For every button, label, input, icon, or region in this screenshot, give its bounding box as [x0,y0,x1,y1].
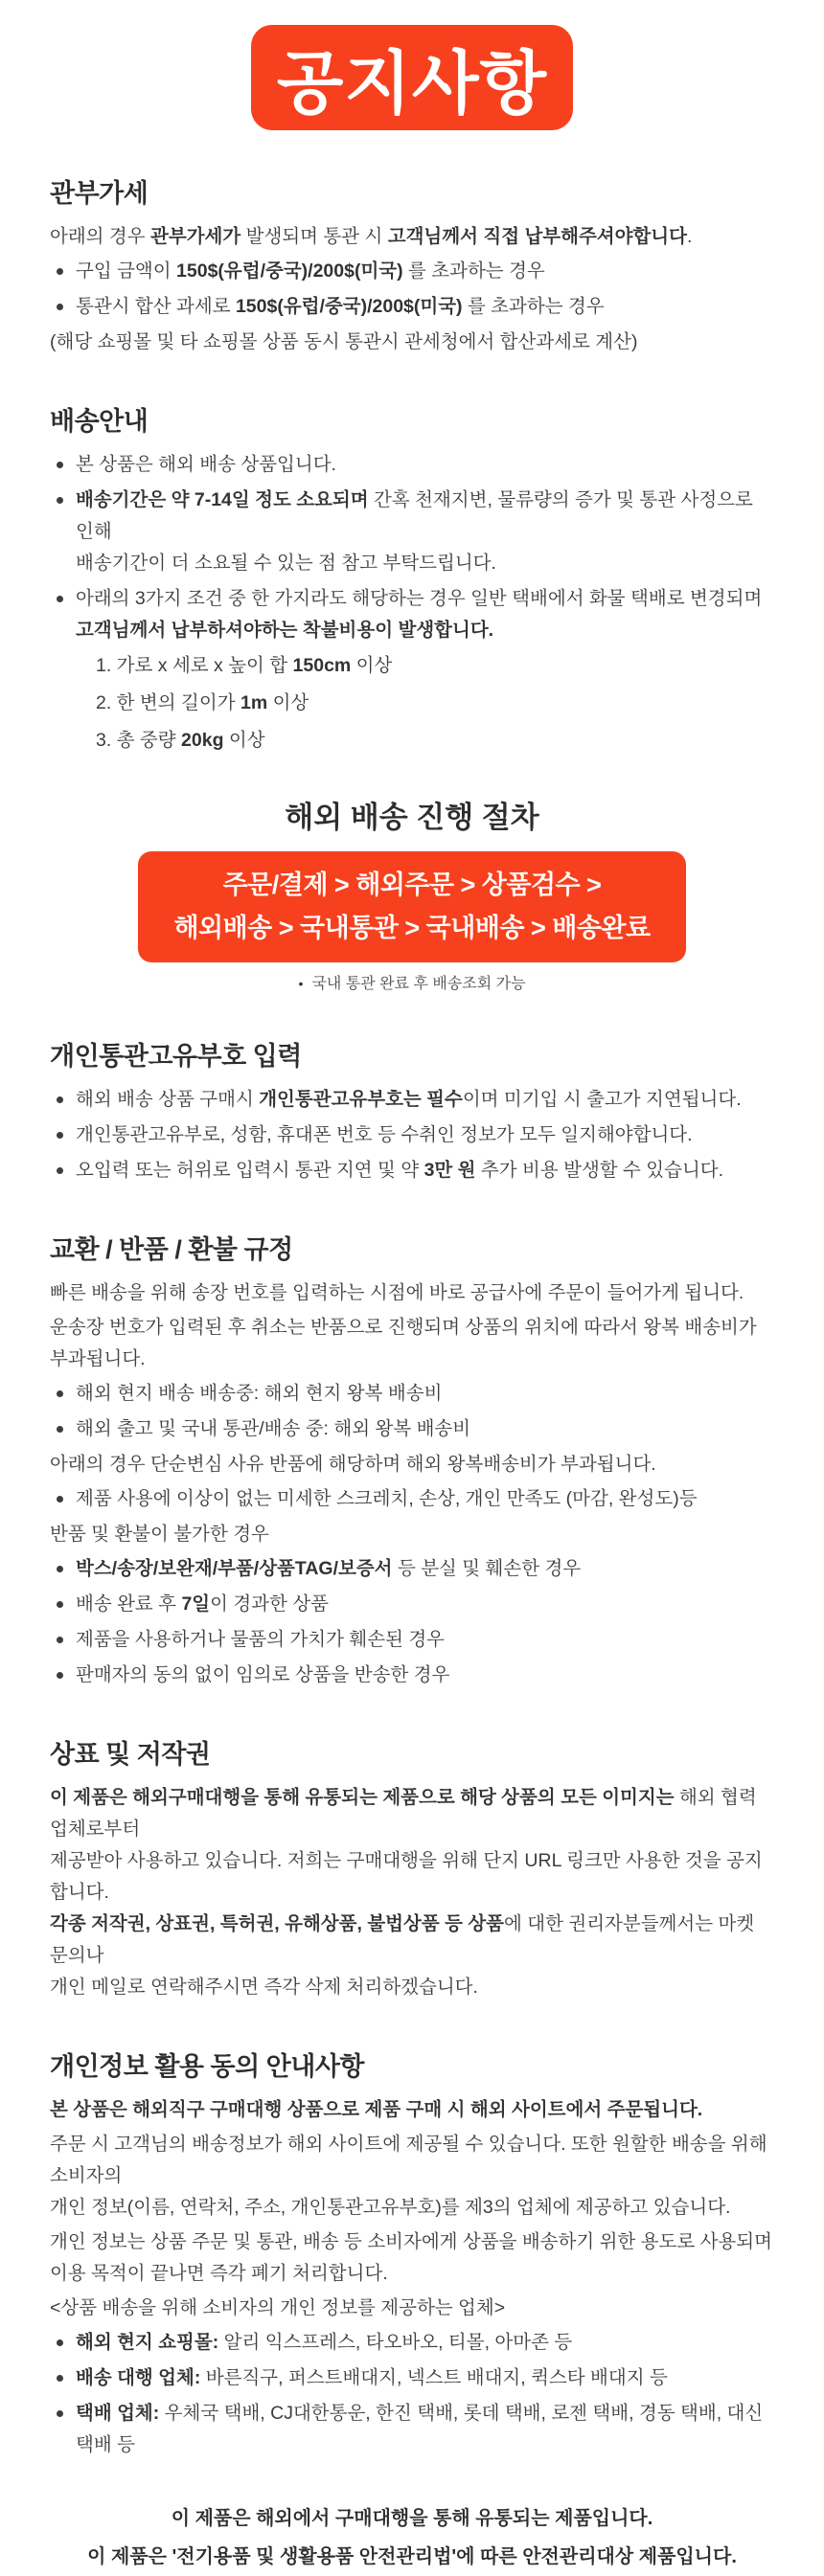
section-privacy-consent [50,2045,774,2461]
bullet-item: 택배 업체: 우체국 택배, CJ대한통운, 한진 택배, 롯데 택배, 로젠 택배, 경동 택배, 대신 택배 등 [50,2398,774,2461]
shipping-process-banner [138,851,686,962]
bullet-item: 해외 출고 및 국내 통관/배송 중: 해외 왕복 배송비 [50,1413,774,1445]
bullet-item: 아래의 3가지 조건 중 한 가지라도 해당하는 경우 일반 택배에서 화물 택배로 변경되며 고객님께서 납부하셔야하는 착불비용이 발생합니다. [50,583,774,646]
customs-tax-title: 관부가세 [50,179,149,208]
privacy-provider-subtitle: <상품 배송을 위해 소비자의 개인 정보를 제공하는 업체> [50,2297,506,2318]
shipping-process-title: 해외 배송 진행 절차 [285,801,539,834]
customs-tax-note: (해당 쇼핑몰 및 타 쇼핑몰 상품 동시 통관시 관세청에서 합산과세로 계산) [50,331,638,352]
refund-bullets-simple-change [50,1483,774,1515]
privacy-consent-title: 개인정보 활용 동의 안내사항 [50,2052,364,2081]
bullet-item: 해외 현지 배송 배송중: 해외 현지 왕복 배송비 [50,1378,774,1410]
bullet-item: 배송기간은 약 7-14일 정도 소요되며 간혹 천재지변, 물류량의 증가 및 통관 사정으로 인해 배송기간이 더 소요될 수 있는 점 참고 부탁드립니다. [50,485,774,579]
refund-bullets-not-allowed [50,1553,774,1691]
notice-badge [251,25,573,130]
process-steps-line-2: 해외배송 > 국내통관 > 국내배송 > 배송완료 [173,914,651,942]
section-shipping-info [50,400,774,757]
bullet-item: 통관시 합산 과세로 150$(유럽/중국)/200$(미국) 를 초과하는 경우 [50,291,774,323]
privacy-para: 본 상품은 해외직구 구매대행 상품으로 제품 구매 시 해외 사이트에서 주문됩니다. [50,2099,703,2120]
bullet-item: 오입력 또는 허위로 입력시 통관 지연 및 약 3만 원 추가 비용 발생할 수 있습니다. [50,1155,774,1186]
trademark-copyright-title: 상표 및 저작권 [50,1740,211,1769]
shipping-info-bullets [50,449,774,646]
bullet-item: 본 상품은 해외 배송 상품입니다. [50,449,774,481]
bullet-item: 개인통관고유부로, 성함, 휴대폰 번호 등 수취인 정보가 모두 일지해야합니다. [50,1119,774,1151]
process-steps-line-1: 주문/결제 > 해외주문 > 상품검수 > [222,870,602,899]
refund-para: 운송장 번호가 입력된 후 취소는 반품으로 진행되며 상품의 위치에 따라서 왕복 배송비가 부과됩니다. [50,1317,757,1369]
bullet-item: 해외 배송 상품 구매시 개인통관고유부호는 필수이며 미기입 시 출고가 지연됩니다. [50,1084,774,1116]
footer-line-1: 이 제품은 해외에서 구매대행을 통해 유통되는 제품입니다. [171,2508,653,2529]
bullet-item: 제품 사용에 이상이 없는 미세한 스크레치, 손상, 개인 만족도 (마감, 완성도)등 [50,1483,774,1515]
section-refund-policy [50,1229,774,1691]
bullet-item: 판매자의 동의 없이 임의로 상품을 반송한 경우 [50,1660,774,1691]
refund-bullets-shipping-fee [50,1378,774,1445]
customs-tax-intro: 아래의 경우 관부가세가 발생되며 통관 시 고객님께서 직접 납부해주셔야합니다. [50,226,693,247]
privacy-para: 개인 정보는 상품 주문 및 통관, 배송 등 소비자에게 상품을 배송하기 위한 용도로 사용되며 이용 목적이 끝나면 즉각 폐기 처리합니다. [50,2231,772,2284]
bullet-item: 구입 금액이 150$(유럽/중국)/200$(미국) 를 초과하는 경우 [50,256,774,287]
section-shipping-process [50,793,774,993]
notice-page [0,25,824,2567]
section-trademark-copyright [50,1733,774,2003]
refund-policy-title: 교환 / 반품 / 환불 규정 [50,1235,293,1264]
bullet-item: 해외 현지 쇼핑몰: 알리 익스프레스, 타오바오, 티몰, 아마존 등 [50,2327,774,2359]
trademark-copyright-para: 이 제품은 해외구매대행을 통해 유통되는 제품으로 해당 상품의 모든 이미지는 해외 협력 업체로부터 제공받아 사용하고 있습니다. 저희는 구매대행을 위해 단지 URL 링크만 사용한 것을 공지합니다. 각종 저작권, 상표권, 특허권, 유해상품, 불법상품 등 상품에 대한 권리자분들께서는 마켓 문의나 개인 메일로 연락해주시면 즉각 삭제 처리하겠습니다. [50,1787,763,1998]
bullet-item: 제품을 사용하거나 물품의 가치가 훼손된 경우 [50,1624,774,1656]
notice-badge-label: 공지사항 [276,46,548,123]
refund-para: 아래의 경우 단순변심 사유 반품에 해당하며 해외 왕복배송비가 부과됩니다. [50,1454,656,1475]
bullet-item: 박스/송장/보완재/부품/상품TAG/보증서 등 분실 및 훼손한 경우 [50,1553,774,1585]
footer-notice [50,2499,774,2576]
numbered-item: 1. 가로 x 세로 x 높이 합 150cm 이상 [96,655,393,676]
customs-tax-bullets [50,256,774,323]
refund-para: 빠른 배송을 위해 송장 번호를 입력하는 시점에 바로 공급사에 주문이 들어가게 됩니다. [50,1282,744,1303]
customs-code-title: 개인통관고유부호 입력 [50,1042,302,1071]
numbered-item: 2. 한 변의 길이가 1m 이상 [96,692,309,713]
shipping-info-title: 배송안내 [50,407,149,436]
customs-code-bullets [50,1084,774,1186]
bullet-item: 배송 완료 후 7일이 경과한 상품 [50,1589,774,1620]
section-customs-tax [50,172,774,358]
freight-condition-list [96,650,774,757]
privacy-para: 주문 시 고객님의 배송정보가 해외 사이트에 제공될 수 있습니다. 또한 원할한 배송을 위해 소비자의 개인 정보(이름, 연락처, 주소, 개인통관고유부호)를 제3의 업체에 제공하고 있습니다. [50,2134,767,2218]
numbered-item: 3. 총 중량 20kg 이상 [96,730,265,751]
section-customs-code [50,1035,774,1186]
refund-para: 반품 및 환불이 불가한 경우 [50,1524,269,1545]
footer-line-2: 이 제품은 '전기용품 및 생활용품 안전관리법'에 따른 안전관리대상 제품입니다. [87,2546,737,2567]
privacy-provider-bullets [50,2327,774,2461]
shipping-process-caption: • 국내 통관 완료 후 배송조회 가능 [50,971,774,993]
bullet-item: 배송 대행 업체: 바른직구, 퍼스트배대지, 넥스트 배대지, 퀵스타 배대지 등 [50,2362,774,2394]
